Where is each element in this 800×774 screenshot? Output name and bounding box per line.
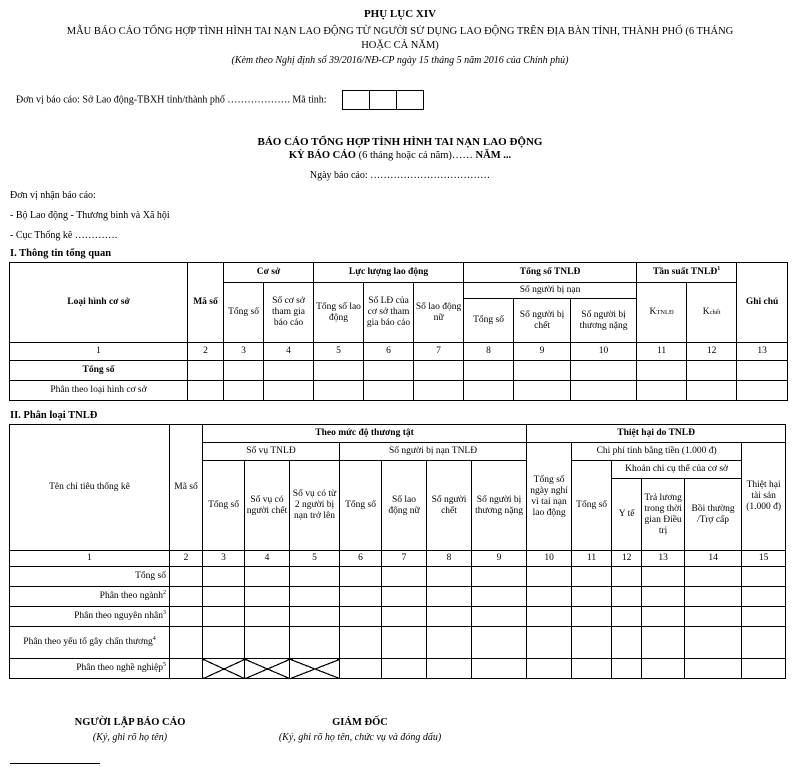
group-victims: Số người bị nạn TNLĐ [340, 443, 527, 461]
col-victims-female: Số lao động nữ [382, 461, 427, 551]
crossed-cell [245, 659, 290, 679]
form-subtitle: (Kèm theo Nghị định số 39/2016/NĐ-CP ngày 15 tháng 5 năm 2016 của Chính phủ) [231, 55, 569, 66]
group-severity: Theo mức độ thương tật [203, 425, 527, 443]
table-row [10, 659, 786, 679]
section2-heading: II. Phân loại TNLĐ [10, 410, 98, 421]
group-victims: Số người bị nạn [464, 283, 637, 299]
col-days-off: Tổng số ngày nghỉ vì tai nạn lao động [527, 443, 572, 551]
table-row [10, 607, 786, 627]
group-frequency-label: Tần suất TNLĐ [652, 267, 718, 277]
col-number: 1 [10, 551, 170, 567]
col-number: 3 [224, 343, 264, 361]
col-facility-type: Loại hình cơ sở [10, 263, 188, 343]
director-note: (Ký, ghi rõ họ tên, chức vụ và đóng dấu) [278, 732, 442, 743]
col-number: 2 [170, 551, 203, 567]
col-number: 10 [571, 343, 637, 361]
preparer-note: (Ký, ghi rõ họ tên) [92, 732, 168, 743]
recipient-item: - Bộ Lao động - Thương binh và Xã hội [10, 210, 170, 221]
col-reporting-workers: Số LĐ của cơ sở tham gia báo cáo [364, 283, 414, 343]
row-label: Tổng số [10, 567, 170, 587]
group-facility: Cơ sở [224, 263, 314, 283]
col-victims-injured: Số người bị thương nặng [472, 461, 527, 551]
col-cases-multi: Số vụ có từ 2 người bị nạn trở lên [290, 461, 340, 551]
col-number: 3 [203, 551, 245, 567]
crossed-cell [290, 659, 340, 679]
col-number: 4 [264, 343, 314, 361]
col-number: 8 [464, 343, 514, 361]
reporting-unit-label: Đơn vị báo cáo: Sở Lao động-TBXH tỉnh/thành phố ………………. Mã tỉnh: [16, 94, 327, 106]
col-number: 11 [572, 551, 612, 567]
col-number: 5 [290, 551, 340, 567]
col-number: 11 [637, 343, 687, 361]
report-date: Ngày báo cáo: ……………………………… [309, 170, 491, 181]
col-victims-dead: Số người chết [427, 461, 472, 551]
row-label-text: Phân theo yếu tố gây chấn thương [23, 637, 153, 647]
col-salary: Trả lương trong thời gian Điều trị [642, 479, 685, 551]
group-workforce: Lực lượng lao động [314, 263, 464, 283]
province-code-boxes[interactable] [343, 90, 424, 110]
report-period-prefix: KỲ BÁO CÁO [288, 150, 356, 161]
group-damage: Thiệt hại do TNLĐ [527, 425, 786, 443]
col-cases-dead: Số vụ có người chết [245, 461, 290, 551]
col-cases-total: Tổng số [203, 461, 245, 551]
col-reporting-facilities: Số cơ sở tham gia báo cáo [264, 283, 314, 343]
row-label-by-type: Phân theo loại hình cơ sở [10, 381, 188, 401]
col-number: 6 [340, 551, 382, 567]
col-code: Mã số [188, 263, 224, 343]
col-number: 9 [472, 551, 527, 567]
col-number: 1 [10, 343, 188, 361]
appendix-title: PHỤ LỤC XIV [363, 8, 437, 20]
table-row [10, 361, 788, 381]
col-victims-total: Tổng số [340, 461, 382, 551]
col-cost-total: Tổng số [572, 461, 612, 551]
k-subscript: TNLĐ [656, 309, 674, 316]
report-period-detail: (6 tháng hoặc cả năm)…… [358, 150, 473, 161]
group-breakdown: Khoản chi cụ thể của cơ sở [612, 461, 742, 479]
row-label-text: Phân theo nghề nghiệp [76, 663, 163, 673]
col-medical: Y tế [612, 479, 642, 551]
group-cost: Chi phí tính bằng tiền (1.000 đ) [572, 443, 742, 461]
row-label [10, 607, 170, 627]
k-symbol: K [702, 307, 710, 317]
col-code: Mã số [170, 425, 203, 551]
col-number: 9 [514, 343, 571, 361]
footnote-marker: 1 [717, 265, 721, 272]
col-number: 6 [364, 343, 414, 361]
k-subscript: chết [709, 309, 721, 316]
report-period [0, 150, 800, 161]
column-number-row [10, 551, 786, 567]
col-number: 8 [427, 551, 472, 567]
reporting-unit [16, 90, 424, 110]
form-title-line2: HOẶC CẢ NĂM) [361, 40, 439, 51]
col-number: 7 [414, 343, 464, 361]
footnote-marker: 3 [163, 609, 166, 616]
col-number: 12 [612, 551, 642, 567]
row-label [10, 627, 170, 659]
col-number: 13 [737, 343, 788, 361]
section1-heading: I. Thông tin tổng quan [10, 248, 112, 259]
col-total-workers: Tổng số lao động [314, 283, 364, 343]
table-row [10, 567, 786, 587]
col-number: 2 [188, 343, 224, 361]
col-k-chet [687, 283, 737, 343]
row-label-text: Phân theo ngành [99, 591, 163, 601]
col-note: Ghi chú [737, 263, 788, 343]
group-cases: Số vụ TNLĐ [203, 443, 340, 461]
director-title: GIÁM ĐỐC [332, 717, 388, 728]
group-frequency [637, 263, 737, 283]
table-row [10, 627, 786, 659]
footnote-divider [10, 763, 100, 764]
col-victims-injured: Số người bị thương nặng [571, 299, 637, 343]
group-total-accidents: Tổng số TNLĐ [464, 263, 637, 283]
row-label [10, 587, 170, 607]
column-number-row [10, 343, 788, 361]
footnote-marker: 4 [152, 635, 156, 642]
col-number: 15 [742, 551, 786, 567]
col-number: 7 [382, 551, 427, 567]
crossed-cell [203, 659, 245, 679]
overview-table [9, 262, 788, 401]
col-victims-dead: Số người bị chết [514, 299, 571, 343]
row-label-text: Phân theo nguyên nhân [74, 611, 163, 621]
row-label-total: Tổng số [10, 361, 188, 381]
report-period-year: NĂM ... [475, 150, 512, 161]
col-k-tnld [637, 283, 687, 343]
col-number: 4 [245, 551, 290, 567]
recipients-label: Đơn vị nhận báo cáo: [10, 190, 96, 201]
col-indicator: Tên chỉ tiêu thống kê [10, 425, 170, 551]
recipient-item: - Cục Thống kê …………. [10, 230, 118, 241]
footnote-marker: 2 [163, 589, 166, 596]
col-facility-total: Tổng số [224, 283, 264, 343]
col-victims-total: Tổng số [464, 299, 514, 343]
table-row [10, 587, 786, 607]
col-number: 12 [687, 343, 737, 361]
row-label [10, 659, 170, 679]
col-number: 10 [527, 551, 572, 567]
table-row [10, 381, 788, 401]
col-compensation: Bồi thường /Trợ cấp [685, 479, 742, 551]
col-number: 5 [314, 343, 364, 361]
col-number: 13 [642, 551, 685, 567]
col-property-damage: Thiệt hại tài sản (1.000 đ) [742, 443, 786, 551]
k-symbol: K [649, 307, 657, 317]
form-title-line1: MẪU BÁO CÁO TỔNG HỢP TÌNH HÌNH TAI NẠN LAO ĐỘNG TỪ NGƯỜI SỬ DỤNG LAO ĐỘNG TRÊN ĐỊA BÀN TỈNH, THÀNH PHỐ (6 THÁNG [66, 26, 734, 37]
col-female-workers: Số lao động nữ [414, 283, 464, 343]
report-title: BÁO CÁO TỔNG HỢP TÌNH HÌNH TAI NẠN LAO ĐỘNG [257, 136, 543, 148]
preparer-title: NGƯỜI LẬP BÁO CÁO [74, 717, 186, 728]
col-number: 14 [685, 551, 742, 567]
classification-table [9, 424, 786, 679]
footnote-marker: 5 [163, 661, 166, 668]
